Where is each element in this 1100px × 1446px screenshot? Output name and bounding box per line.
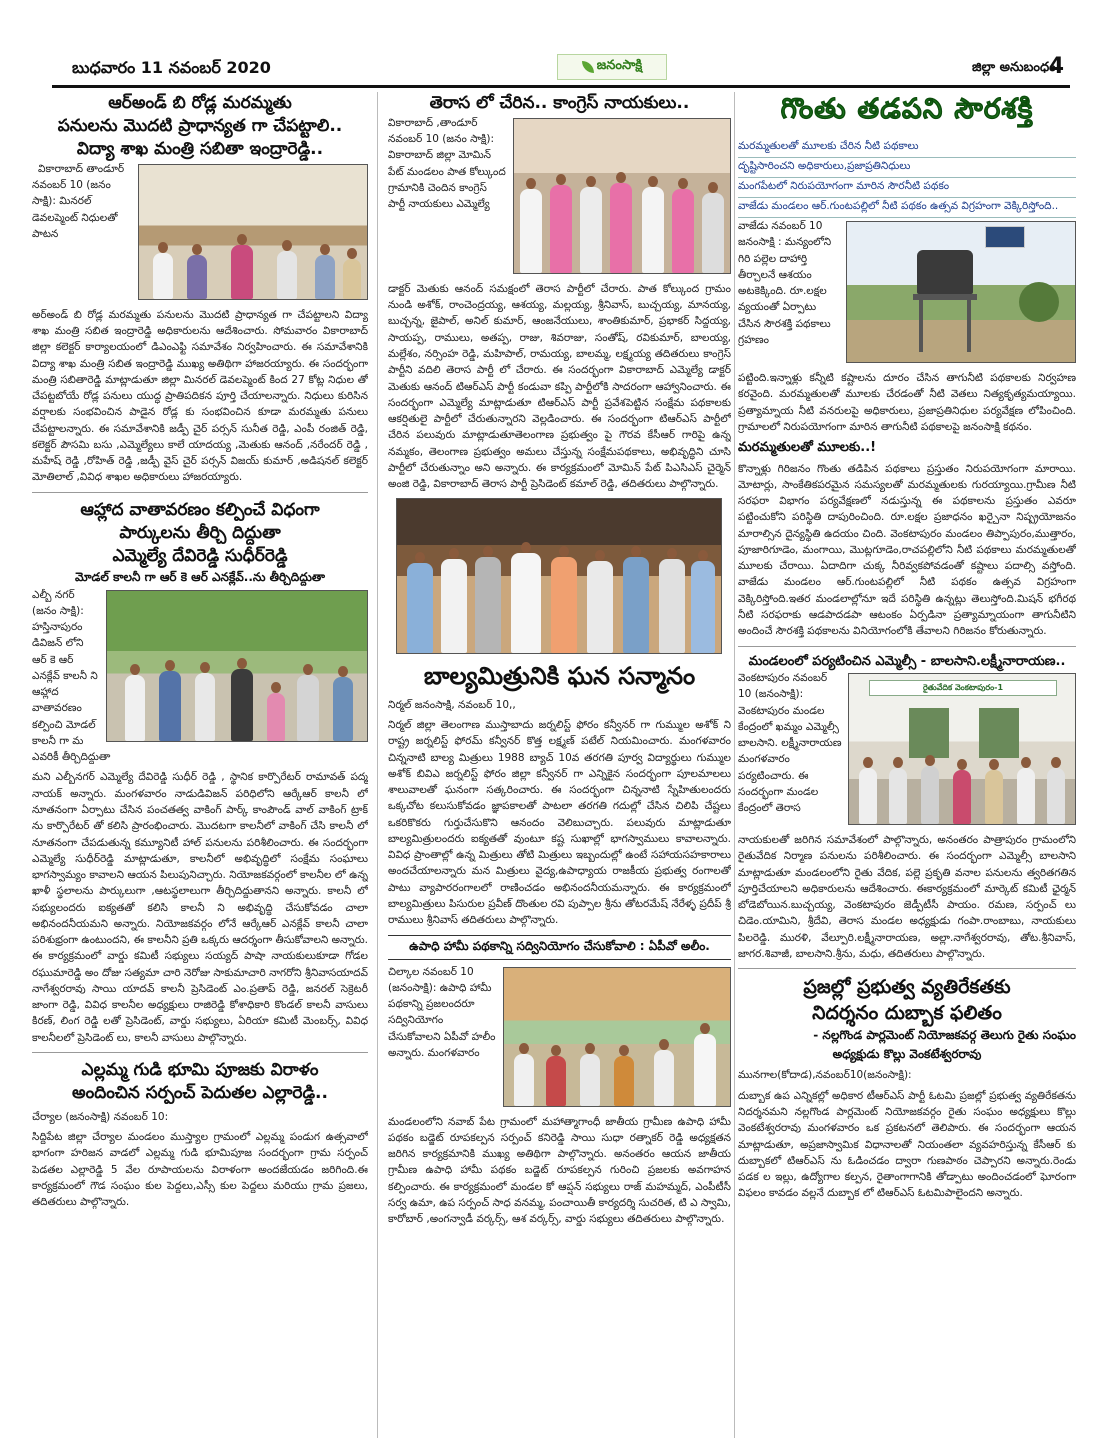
headline-line-3: ఎమ్మెల్యే దేవిరెడ్డి సుధీర్‌రెడ్డి bbox=[112, 545, 288, 566]
headline-line-2: పార్కులను తీర్చి దిద్దుతా bbox=[119, 522, 281, 543]
column-left bbox=[32, 92, 368, 1438]
article-body: మని ఎల్బీనగర్ ఎమ్మెల్యే దేవిరెడ్డి సుధీర్ రెడ్డి , స్థానిక కార్పొరేటర్ రామావత్ పద్మ నాయక్ అన్నారు. మంగళవారం నాడుడివిజన్ పరిధిలోని ఆర్కేఆర్ కాలనీ లో నూతనంగా ఏర్పాటు చేసిన పంచతత్వ వాకింగ్ పార్క్ కాంపౌండ్ వాల్ వాకింగ్ ట్రాక్ ను కార్పొరేటర్ తో కలిసి ప్రారంభించారు. మొదటగా కాలనీలో వాకింగ్ చేసి కాలనీ లో నూతనంగా చేపడుతున్న కమ్యూనిటీ హాల్ పనులను పరిశీలించారు. ఈ సందర్భంగా ఎమ్మెల్యే సుధీర్‌రెడ్డి మాట్లాడుతూ, కాలనీలో అభివృద్ధిలో సంక్షేమ సంఘాలు భాగస్వామ్యం కావాలని ఆయన పిలుపునిచ్చారు. నియోజకవర్గంలో కాలనీల లో ఉన్న ఖాళీ స్థలాలను పార్కులుగా ,ఆటస్థలాలుగా తీర్చిదిద్దుతానని అన్నారు. కాలనీ లో సభ్యులందరు ఐక్యతతో కలిసి కాలనీ ని అభివృద్ధి చేసుకోవడం చాలా అభినందనీయమని అన్నారు. నియోజకవర్గం లోనే ఆర్కేఆర్ ఎనక్లేవ్ కాలనీ చాలా పరిశుభ్రంగా ఉంటుందని, ఈ కాలనీని ప్రతి ఒక్కరు ఆదర్శంగా తీసుకోవాలని అన్నారు. ఈ కార్యక్రమంలో వార్డు కమిటీ సభ్యులు సయ్యద్ పాషా నాయకులుకూడా గోడల రఘుమారెడ్డి అం దోజు సత్యమా చారి నెరోజు సాకుమాచారి నాగరోని శ్రీనివాసయాదవ్ నాగేశ్వరరావు సాయి యాదవ్ కాలనీ ప్రెసిడెంట్ ఎం.ప్రతాప్ రెడ్డి, జనరల్ సెక్రెటరీ జాంగా రెడ్డి, వివిధ కాలనీల అధ్యక్షులు రాజిరెడ్డి కోశాధికారి కొండల్ కాలనీ వాసులు కిరణ్, లింగ రెడ్డి లతో ప్రెసిడెంట్, వార్డు సభ్యులు, ఏరియా కమిటీ మెంబర్స్, వివిధ కాలనీలలో ప్రెసిడెంట్ లు, కాలనీ వాసులు పాల్గొన్నారు. bbox=[32, 771, 368, 1044]
headline: మండలంలో పర్యటించిన ఎమ్మెల్సీ - బాలసాని.లక్ష్మీనారాయణ.. bbox=[748, 653, 1066, 669]
column-divider bbox=[377, 92, 378, 1438]
column-middle bbox=[388, 92, 731, 1438]
subheadline: మోడల్ కాలనీ గా ఆర్ కె ఆర్ ఎనక్లేవ్..ను తీర్చిదిద్దుతా bbox=[74, 569, 325, 584]
article-nrega bbox=[388, 935, 731, 960]
masthead bbox=[52, 52, 1070, 88]
article-dubbaka-result bbox=[738, 975, 1076, 1201]
headline-line-1: ఎల్లమ్మ గుడి భూమి పూజకు విరాళం bbox=[81, 1059, 319, 1080]
section-name: జిల్లా అనుబంధం bbox=[972, 60, 1056, 75]
deck-line: దృష్టిసారించని అధికారులు,ప్రజాప్రతినిధులు bbox=[738, 158, 1076, 178]
deck-lines bbox=[738, 138, 1076, 218]
headline-line-3: విద్యా శాఖ మంత్రి సబితా ఇంద్రారెడ్డి.. bbox=[76, 138, 324, 159]
article-body: డాక్టర్ మెతుకు ఆనంద్ సమక్షంలో తెరాస పార్టీలో చేరారు. పాత కోల్కుంద గ్రామం నుండి అశోక్, రాంచెంద్రయ్య, ఆశయ్య, మల్లయ్య, శ్రీనివాస్, బుచ్చయ్య, మానయ్య, బుచ్చన్న, జైపాల్, అనిల్ కుమార్, ఆంజనేయులు, శాంతికుమార్, ప్రభాకర్ సిద్దయ్య, సాయప్ప, రాములు, అతప్ప, రాజు, శివరాజు, సంతోష్, రవికుమార్, బాలయ్య, మల్లేశం, నర్సింహ రెడ్డి, మహిపాల్, రామయ్య, బాలమ్మ, లక్ష్మయ్య తదితరులు కాంగ్రెస్ పార్టీని వదిలి తెరాస పార్టీ లో చేరారు. ఈ సందర్భంగా వికారాబాద్ ఎమ్మెల్యే డాక్టర్ మెతుకు ఆనంద్ టిఆర్ఎస్ పార్టీ కండువా కప్పి పార్టీలోకి సాదరంగా ఆహ్వానించారు. ఈ సందర్భంగా ఎమ్మెల్యే మాట్లాడుతూ టిఆర్ఎస్ పార్టీ ప్రవేశపెట్టిన సంక్షేమ పథకాలకు ఆకర్షితులై పార్టీలో చేరుతున్నారని వెల్లడించారు. ఈ సందర్భంగా టిఆర్ఎస్ పార్టీలో చేరిన పలువురు మాట్లాడుతూతెలంగాణ ప్రభుత్వం పై గౌరవ కేసీఆర్ గారిపై ఉన్న నమ్మకం, తెలంగాణ ప్రభుత్వం అమలు చేస్తున్న సంక్షేమపథకాలు, అభివృద్ధిని చూసి పార్టీలో చేరుతున్నాం అని అన్నారు. ఈ కార్యక్రమంలో మోమిన్ పేట్ పిఎసిఎస్ చైర్మెన్ అంజి రెడ్డి, వికారాబాద్ తెరాస పార్టీ ప్రెసిడెంట్ కమాల్ రెడ్డి, తదితరులు పాల్గొన్నారు. bbox=[388, 282, 731, 491]
article-body: నాయకులతో జరిగిన సమావేశంలో పాల్గొన్నారు, అనంతరం పాత్రాపురం గ్రామంలోని రైతువేదిక నిర్మాణ పనులను పరిశీలించారు. ఈ సందర్భంగా ఎమ్మెల్సీ బాలసాని మాట్లాడుతూ మండలంలోని రైతు వేదిక, పల్లె ప్రకృతి వనాల పనులను త్వరితగతిన పూర్తిచేయాలని అధికారులను ఆదేశించారు. ఈకార్యక్రమంలో మార్కెట్ కమిటీ ఛైర్మన్ బోడెబోయిన.బుచ్చయ్య, వెంకటాపురం జెడ్పీటీసీ పాయం. రమణ, సర్పంచ్ లు చిడెం.యామిని, శ్రీదేవి, తెరాస మండల అధ్యక్షుడు గంపా.రాంబాబు, నాయకులు పిలరెడ్డి. మురళి, వేల్పూరి.లక్ష్మీనారాయణ, అల్లా.నాగేశ్వరరావు, తోట.శ్రీనివాస్, జాగర.శివాజీ, బాలసాని.శ్రీను, మధు, తదితరులు పాల్గొన్నారు. bbox=[738, 834, 1076, 960]
rythu-vedika-photo bbox=[848, 673, 1076, 825]
headline: బాల్యమిత్రునికి ఘన సన్మానం bbox=[423, 662, 696, 691]
article-body: అర్‌అండ్‌ బి రోడ్ల మరమ్మతు పనులను మొదటి ప్రాధాన్యత గా చేపట్టాలని విద్యా శాఖ మంత్రి సబిత ఇంద్రారెడ్డి అధికారులను ఆదేశించారు. సోమవారం వికారాబాద్ జిల్లా కలెక్టర్ కార్యాలయంలో డిఎంఎఫ్టి సమావేశం నిర్వహించారు. ఈ సమావేశానికి విద్యా శాఖ మంత్రి సబిత ఇంద్రారెడ్డి ముఖ్య అతిథిగా హాజరయ్యారు. ఈ సందర్భంగా మంత్రి సబితారెడ్డి మాట్లాడుతూ జిల్లా మినరల్ డెవలప్మెంట్ కింద 27 కోట్ల నిధుల తో చేపట్టబోయే రోడ్ల పనులు యుద్ధ ప్రాతిపదికన పూర్తి చేయాలన్నారు. నిధులు కురిసిన వర్షాలకు సంభవించిన పాడైన రోడ్ల కు సంభవించిన కూడా మరమ్మతు పనులు చేపట్టాలన్నారు. ఈ సమావేశానికి జడ్పీ చైర్ పర్సన్ సునీత రెడ్డి, ఎంపీ రంజిత్ రెడ్డి, కలెక్టర్ పౌసమి బసు ,ఎమ్మెల్యేలు కాలే యాదయ్య ,మెతుకు ఆనంద్ ,నరేందర్ రెడ్డి , మహేష్ రెడ్డి ,రోహిత్ రెడ్డి ,జడ్పీ వైస్ చైర్ పర్సన్ విజయ్ కుమార్ ,అడిషనల్ కలెక్టర్ మోతిలాల్ ,వివిధ శాఖల అధికారులు హాజరయ్యారు. bbox=[32, 308, 368, 484]
dateline: వెంకటాపురం నవంబర్ 10 (జనంసాక్షి): వెంకటాపురం మండల కేంద్రంలో ఖమ్మం ఎమ్మెల్సీ బాలసాని. లక్ష్మీనారాయణ మంగళవారం పర్యటించారు. ఈ సందర్భంగా మండల కేంద్రంలో తెరాస bbox=[738, 672, 842, 815]
deck-line: మరమ్మతులతో మూలకు చేరిన నీటి పథకాలు bbox=[738, 138, 1076, 158]
article-body: మండలంలోని నవాబ్ పేట గ్రామంలో మహాత్మాగాంధీ జాతీయ గ్రామీణ ఉపాధి హామీ పథకం బడ్జెట్ రూపకల్పన సర్పంచ్ కనిరెడ్డి సాయి సుధా రత్నాకర్ రెడ్డి అధ్యక్షతన జరిగిన కార్యక్రమానికి ముఖ్య అతిథిగా పాల్గొన్నారు. అనంతరం ఆయన జాతీయ గ్రామీణ ఉపాధి హామీ పథకం బడ్జెట్ రూపకల్పన గురించి ప్రజలకు అవగాహన కల్పించారు. ఈ కార్యక్రమంలో మండల కో ఆప్షన్ సభ్యులు రాజ్ మహమ్మద్, ఎంపీటీసీ సర్వ ఉమా, ఉప సర్పంచ్ సాధ వనమ్మ, పంచాయితీ కార్యదర్శి సుచరిత, టి ఎ స్వామి, కారోబార్ ,అంగన్వాడీ వర్కర్స్, ఆశ వర్కర్స్, వార్డు సభ్యులు తదితరులు పాల్గొన్నారు. bbox=[388, 1115, 731, 1226]
dateline: వికారాబాద్ తాండూర్ నవంబర్ 10 (జనం సాక్షి): మినరల్ డెవలప్మెంట్ నిధులతో పాటన bbox=[32, 162, 125, 240]
dateline: నిర్మల్ జనంసాక్షి, నవంబర్ 10,, bbox=[388, 698, 516, 711]
subheadline: - నల్లగొండ పార్లమెంట్ నియోజకవర్గ తెలుగు రైతు సంఘం bbox=[813, 1028, 1076, 1043]
headline-line-1: ఆహ్లాద వాతావరణం కల్పించే విధంగా bbox=[80, 499, 320, 520]
headline-line-2: అందించిన సర్పంచ్ పెదుతల ఎల్లారెడ్డి.. bbox=[72, 1082, 328, 1103]
article-body: పట్టింది.ఇన్నాళ్లు కన్నీటి కష్టాలను దూరం చేసిన తాగునీటి పథకాలకు నిర్వహణ కరవైంది. మరమ్మతులతో మూలకు చేరడంతో నీటి వెతలు నిత్యకృత్యమయ్యాయి. ప్రత్యామ్నాయ నీటి వనరులపై అధికారులు, ప్రజాప్రతినిధుల పర్యవేక్షణ లోపించింది. గ్రామాలలో నిరుపయోగంగా మారిన తాగునీటి పథకాలపై జనంసాక్షి కథనం. bbox=[738, 372, 1076, 433]
column-right bbox=[738, 92, 1076, 1438]
article-childhood-friend bbox=[388, 660, 731, 928]
party-joining-photo bbox=[513, 118, 731, 274]
article-yellamma-temple bbox=[32, 1059, 368, 1210]
dateline: చేర్యాల (జనంసాక్షి) నవంబర్ 10: bbox=[32, 1110, 169, 1123]
article-body: దుబ్బాక ఉప ఎన్నికల్లో అధికార టీఆర్ఎస్ పార్టీ ఓటమి ప్రజల్లో ప్రభుత్వ వ్యతిరేకతను నిదర్శనమని నల్లగొండ పార్లమెంట్ నియోజకవర్గం రైతు సంఘం అధ్యక్షులు కొల్లు వెంకటేశ్వరరావు మంగళవారం ఒక ప్రకటనలో తెలిపారు. ఈ సందర్భంగా ఆయన మాట్లాడుతూ, అప్రజాస్వామిక విధానాలతో నియంతలా వ్యవహరిస్తున్న కేసీఆర్ కు దుబ్బాకలో టిఆర్ఎస్ ను ఓడించడం ద్వారా గుణపాఠం చెప్పారని అన్నారు.రెండు పడక ల ఇల్లు, ఉద్యోగాల కల్పన, రైతాంగాగానికి తోడ్పాటు అందించడంలో ఘోరంగా విఫలం కావడం వల్లనే దుబ్బాక లో టిఆర్ఎస్ ఓటమిపాలైందని అన్నారు. bbox=[738, 1089, 1076, 1200]
dateline: ఎల్బీ నగర్ (జనం సాక్షి): హస్తినాపురం డివిజన్ లోని ఆర్ కె ఆర్ ఎనక్లేవ్ కాలనీ ని ఆహ్లాద వాతావరణం కల్పించి మోడల్ కాలనీ గా మ ఎవరికీ తీర్చిదిద్దుతా bbox=[32, 588, 111, 764]
article-body: నిర్మల్ జిల్లా తెలంగాణ ముస్తాబాదు జర్నలిస్ట్ ఫోరం కన్వీనర్ గా గుమ్ముల అశోక్ ని రాష్ట్ర జర్నలిస్ట్ ఫోరమ్ కన్వీనర్ కొత్త లక్ష్మణ్ పటేల్ నియమించారు. మంగళవారం చిన్ననాటి బాల్య మిత్రులు 1988 బ్యాచ్ 10వ తరగతి పూర్వ విద్యార్థులు గుమ్ముల అశోక్ బివిఎ జర్నలిస్ట్ ఫోరం జిల్లా కన్వీనర్ గా ఎన్నికైన సందర్భంగా పూలమాలలు శాలువాలతో ఘనంగా సత్కరించారు. ఈ సందర్భంగా చిన్ననాటి స్నేహితులందరు ఒక్కచోట కలుసుకోవడం జ్ఞాపకాలతో పాటలా తరగతి గదుల్లో చేసిన చిలిపి చేష్టలు ఒకరికొకరు గుర్తుచేసుకొని ఆనందం వెలిబుచ్చారు. పలువురు మాట్లాడుతూ బాల్యమిత్రులందరు ఐక్యతతో వుంటూ కష్ట సుఖాల్లో భాగస్వాములు కావాలన్నారు. వివిధ ప్రాంతాల్లో ఉన్న మిత్రులు తోటి మిత్రులు ఇబ్బందుల్లో ఉంటే సహాయసహకారాలు అందచేయాలన్నారు మన మిత్రులు వైద్య,ఉపాధ్యాయ రాజకీయ ప్రభుత్వ రంగాలతో పాటు వ్యాపారరంగాలలో రాణించడం అభినందనీయమన్నారు. ఈ కార్యక్రమంలో బాల్యమిత్రులు పిసురుల ప్రవీణ్ దొంతుల రవి పుప్పాల శ్రీను తోటరమేష్ నేరేళ్ళ ప్రదీప్ శ్రీ రాములు శ్రీనివాస్ తదితరులు పాల్గొన్నారు. bbox=[388, 719, 731, 927]
headline-line-1: ఆర్‌అండ్‌ బి రోడ్ల మరమ్మతు bbox=[108, 93, 292, 113]
headline: ఉపాధి హామీ పథకాన్ని సద్వినియోగం చేసుకోవాలి : ఏపీవో అలీం. bbox=[409, 938, 710, 953]
article-parks bbox=[32, 499, 368, 1046]
felicitation-photo bbox=[396, 498, 722, 654]
park-inauguration-photo bbox=[106, 590, 368, 742]
newspaper-logo bbox=[557, 54, 667, 80]
deck-line: వాజేడు మండలం ఆర్.గుంటపల్లిలో నీటి పథకం ఉత్సవ విగ్రహంగా వెక్కిరిస్తోంది.. bbox=[738, 198, 1076, 218]
nrega-meeting-photo bbox=[503, 967, 731, 1107]
subhead: మరమ్మతులతో మూలకు..! bbox=[738, 440, 877, 456]
headline-line-2: పనులను మొదటి ప్రాధాన్యత గా చేపట్టాలి.. bbox=[57, 115, 343, 136]
article-body: సిద్దిపేట జిల్లా చేర్యాల మండలం ముస్త్యాల గ్రామంలో ఎల్లమ్మ పండుగ ఉత్సవాలో భాగంగా హరిజన వాడలో ఎల్లమ్మ గుడి భూమిపూజ సందర్భంగా గ్రామ సర్పంచ్ పెడతల ఎల్లారెడ్డి 5 వేల రూపాయలను విరాళంగా అందజేయడం జరిగింది.ఈ కార్యక్రమంలో గౌడ సంఘం కుల పెద్దలు,ఎస్సీ కుల పెద్దలు మరియు గ్రామ ప్రజలు, తదితరులు పాల్గొన్నారు. bbox=[32, 1131, 368, 1209]
headline: గొంతు తడపని సౌరశక్తి bbox=[780, 92, 1034, 125]
page-number: 4 bbox=[1048, 54, 1064, 79]
article-rb-roads bbox=[32, 92, 368, 486]
building-sign: రైతువేదిక వెంకటాపురం-1 bbox=[869, 680, 1057, 696]
meeting-photo bbox=[138, 164, 368, 300]
column-divider bbox=[734, 92, 735, 1438]
subheadline-2: అధ్యక్షుడు కొల్లు వెంకటేశ్వరరావు bbox=[832, 1047, 982, 1062]
dateline: మునగాల(కోదాడ),నవంబర్10(జనంసాక్షి): bbox=[738, 1069, 912, 1082]
headline-line-1: ప్రజల్లో ప్రభుత్వ వ్యతిరేకతకు bbox=[803, 976, 1011, 999]
water-tank-photo bbox=[846, 221, 1076, 363]
issue-date: బుధవారం 11 నవంబర్ 2020 bbox=[72, 58, 271, 77]
headline-line-2: నిదర్శనం దుబ్బాక ఫలితం bbox=[812, 1001, 1002, 1024]
article-mlc-visit bbox=[738, 653, 1076, 963]
deck-line: మంగపేటలో నిరుపయోగంగా మారిన సౌరనీటి పథకం bbox=[738, 178, 1076, 198]
dateline: వికారాబాద్ ,తాండూర్ నవంబర్ 10 (జనం సాక్షి): వికారాబాద్ జిల్లా మోమిన్ పేట్ మండలం పాత కోల్కుంద గ్రామానికి చెందిన కాంగ్రెస్ పార్టీ నాయకులు ఎమ్మెల్యే bbox=[388, 116, 506, 211]
dateline: చిల్కాల నవంబర్ 10 (జనంసాక్షి): ఉపాధి హామీ పథకాన్ని ప్రజలందరూ సద్వినియోగం చేసుకోవాలని ఏపీవో హలీం అన్నారు. మంగళవారం bbox=[388, 965, 496, 1059]
article-solar-water bbox=[738, 92, 1076, 640]
leaf-icon bbox=[582, 61, 594, 73]
headline: తెరాస లో చేరిన.. కాంగ్రెస్ నాయకులు.. bbox=[429, 93, 690, 113]
article-body-2: కొన్నాళ్లు గిరిజనం గొంతు తడిపిన పథకాలు ప్రస్తుతం నిరుపయోగంగా మారాయి. మోటార్లు, సాంకేతికపరమైన సమస్యలతో మరమ్మతులకు గురయ్యాయి.గ్రామీణ నీటి సరఫరా విభాగం పర్యవేక్షణలో నడుస్తున్న ఈ పథకాలను ప్రస్తుతం ఎవరూ పట్టించుకోని పరిస్థితి దాపురించింది. రూ.లక్షల ప్రజాధనం ఖర్చైనా నిష్ప్రయోజనం మారాల్సిన దైన్యస్థితి ఉదయం చింది. వెంకటాపురం మండలం తిప్పాపురం,ముత్తారం, పూజారిగూడెం, మంగాయి, మొట్లగూడెం,రాచపల్లిలోని నీటి పథకాలు మరమ్మతులతో మూలకు చేరాయి. ఏదాదిగా చుక్క నీరివ్వకపోవడంతో కష్టాలు పదాల్సి వస్తోంది. వాజేడు మండలం ఆర్.గుంటపల్లిలో నీటి పథకం ఉత్సవ విగ్రహంగా వెక్కిరిస్తోంది.ఇతర మండలాల్లోనూ ఇదే పరిస్థితి ఉన్నట్లు తెలుస్తోంది.మిషన్ భగీరథ నీటి సరఫరాకు ఆడపాదడపా ఆటంకం ఏర్పడినా ప్రత్యామ్నాయంగా తాగునీటిని అందించే సౌరశక్తి పథకాలను వినియోగంలోకి తేవాలని గిరిజనం కోరుతున్నారు. bbox=[738, 462, 1076, 638]
dateline: వాజేడు నవంబర్ 10 జనంసాక్షి : మన్యంలోని గిరి పల్లెల దాహార్తి తీర్చాలనే ఆశయం అటకెక్కింది. రూ.లక్షల వ్యయంతో ఏర్పాటు చేసిన సౌరశక్తి పథకాలు గ్రహణం bbox=[738, 220, 832, 346]
logo-text: జనంసాక్షి bbox=[596, 58, 643, 73]
article-congress-join-trs bbox=[388, 92, 731, 492]
